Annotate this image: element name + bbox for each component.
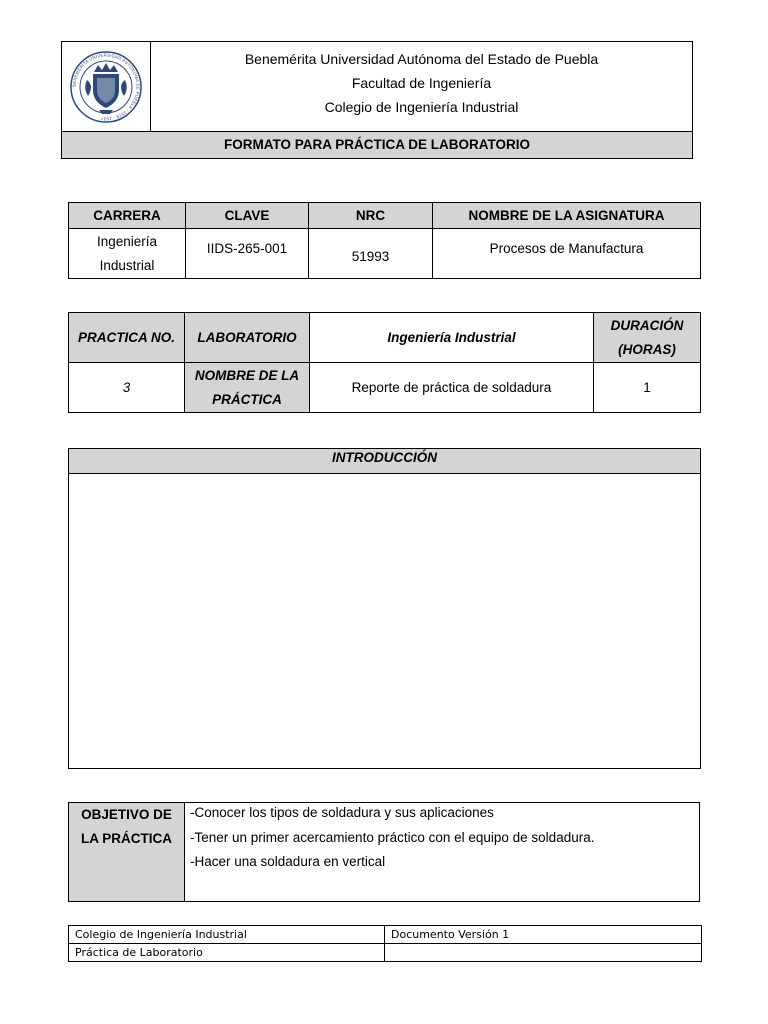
institution-info <box>151 42 692 131</box>
duracion-label: DURACIÓN (HORAS) <box>594 313 701 363</box>
footer-row <box>69 944 702 962</box>
footer-college: Colegio de Ingeniería Industrial <box>69 926 385 944</box>
university-seal-icon <box>69 50 143 124</box>
footer-row <box>69 926 702 944</box>
format-title: FORMATO PARA PRÁCTICA DE LABORATORIO <box>62 131 692 158</box>
laboratorio-value: Ingeniería Industrial <box>310 313 594 363</box>
duracion-value: 1 <box>594 363 701 413</box>
header-asignatura: NOMBRE DE LA ASIGNATURA <box>433 203 701 229</box>
institution-header <box>61 41 693 159</box>
header-carrera: CARRERA <box>69 203 186 229</box>
course-table-header <box>69 203 701 229</box>
nombre-practica-label: NOMBRE DE LA PRÁCTICA <box>185 363 310 413</box>
practica-no-label: PRACTICA NO. <box>69 313 185 363</box>
objetivo-item: -Conocer los tipos de soldadura y sus aplicaciones <box>190 805 494 820</box>
practice-table-row-1 <box>69 313 701 363</box>
objetivo-label-text: OBJETIVO DE LA PRÁCTICA <box>81 807 172 846</box>
nrc-value: 51993 <box>309 229 433 279</box>
objetivo-section <box>68 802 700 902</box>
asignatura-value: Procesos de Manufactura <box>433 229 701 279</box>
objetivo-item: -Hacer una soldadura en vertical <box>190 854 386 869</box>
footer-table <box>68 925 702 962</box>
introduccion-body <box>75 479 694 759</box>
footer-version: Documento Versión 1 <box>385 926 702 944</box>
practice-table-row-2 <box>69 363 701 413</box>
laboratorio-label: LABORATORIO <box>185 313 310 363</box>
objetivo-item: -Tener un primer acercamiento práctico con el equipo de soldadura. <box>190 829 595 845</box>
introduccion-title: INTRODUCCIÓN <box>69 449 700 474</box>
seal-text: BENEMÉRITA UNIVERSIDAD AUTÓNOMA DE PUEBLA · 1578 · 1937 <box>71 51 141 122</box>
college-name: Colegio de Ingeniería Industrial <box>324 99 519 115</box>
footer-practice: Práctica de Laboratorio <box>69 944 385 962</box>
practice-table <box>68 312 701 413</box>
objetivo-label <box>69 803 185 901</box>
course-table <box>68 202 701 279</box>
institution-name: Benemérita Universidad Autónoma del Estado de Puebla <box>244 51 599 67</box>
nombre-practica-value: Reporte de práctica de soldadura <box>310 363 594 413</box>
carrera-value: Ingeniería Industrial <box>69 229 186 279</box>
logo-cell <box>62 42 151 131</box>
header-nrc: NRC <box>309 203 433 229</box>
footer-empty <box>385 944 702 962</box>
faculty-name: Facultad de Ingeniería <box>351 75 492 91</box>
objetivo-list <box>190 801 695 875</box>
practica-no-value: 3 <box>69 363 185 413</box>
clave-value: IIDS-265-001 <box>186 229 309 279</box>
course-table-row <box>69 229 701 279</box>
header-clave: CLAVE <box>186 203 309 229</box>
introduccion-section <box>68 448 701 769</box>
